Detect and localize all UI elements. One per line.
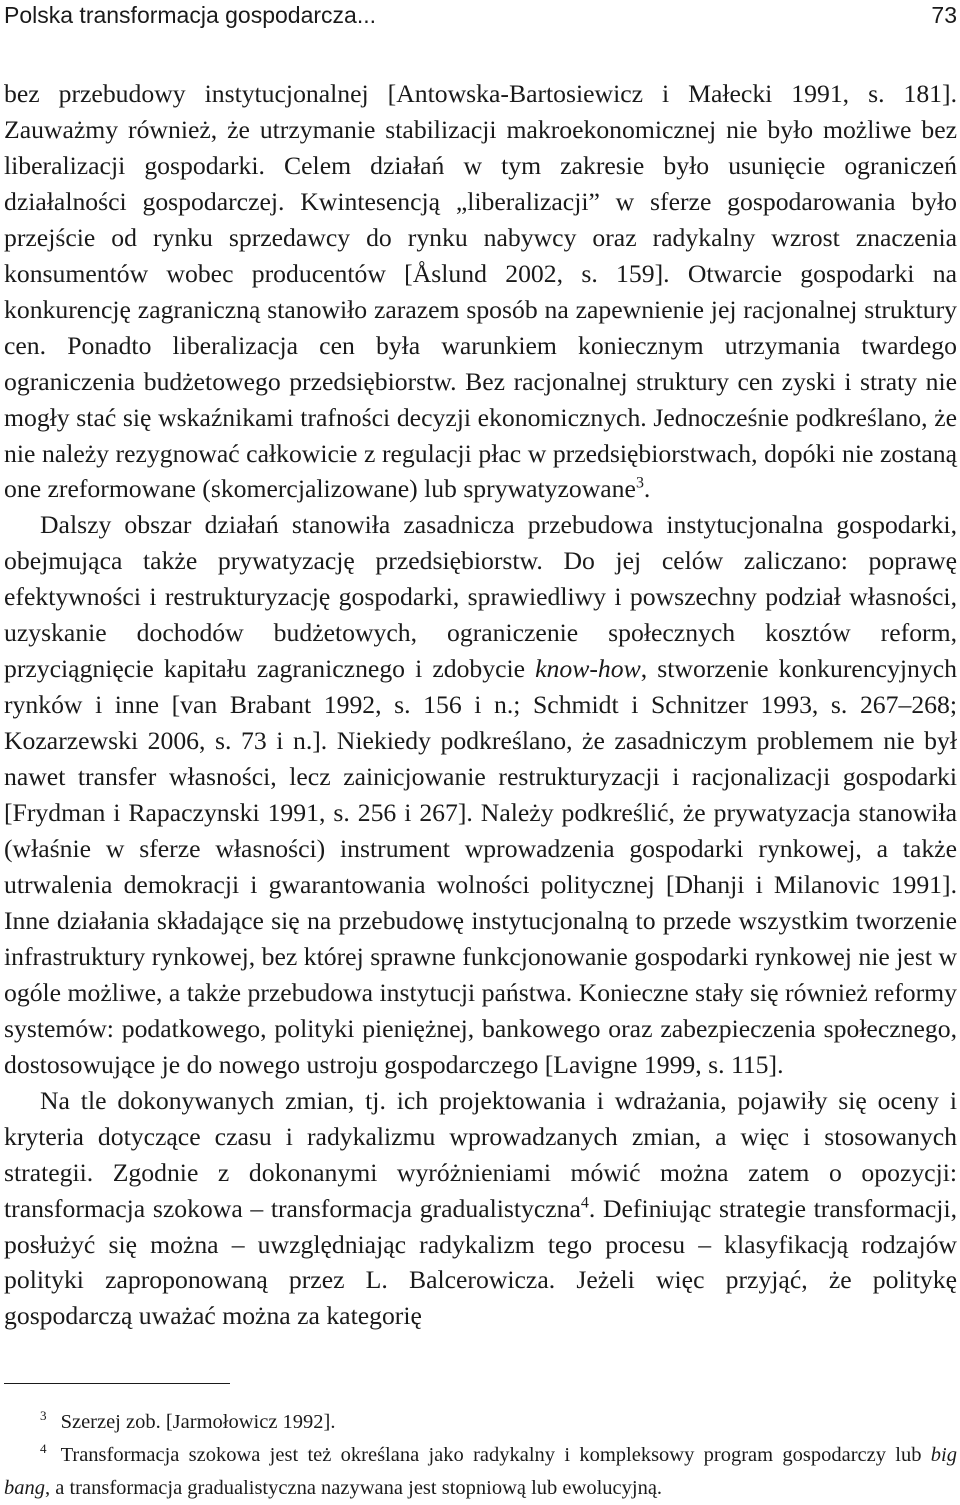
footnote-ref-4[interactable]: 4 — [580, 1193, 589, 1211]
footnote-number: 3 — [40, 1408, 47, 1424]
paragraph-3-text-start: Na tle dokonywanych zmian, tj. ich projektowania i wdrażania, pojawiły się oceny i kryteria dotyczące czasu i radykalizmu wprowadzanych zmian, a więc i stosowanych strategii. Zgodnie z dokonanymi wyróżnieniami mówić można zatem o opozycji: transformacja szokowa – transformacja gradualistyczna — [4, 1085, 957, 1223]
paragraph-2-text-start: Dalszy obszar działań stanowiła zasadnicza przebudowa instytucjonalna gospodarki, obejmująca także prywatyzację przedsiębiorstw. Do jej celów zaliczano: poprawę efektywności i restrukturyzację gospodarki, sprawiedliwy i powszechny podział własności, uzyskanie dochodów budżetowych, ograniczenie społecznych kosztów reform, przyciągnięcie kapitału zagranicznego i zdobycie — [4, 510, 957, 684]
footnote-3 — [4, 1406, 957, 1439]
paragraph-2-italic-term: know-how — [535, 654, 641, 684]
running-header — [4, 2, 957, 32]
footnote-separator — [4, 1383, 230, 1384]
footnote-text: Szerzej zob. [Jarmołowicz 1992]. — [60, 1411, 336, 1433]
paragraph-2 — [4, 507, 957, 1082]
main-text — [4, 76, 957, 1334]
footnote-number: 4 — [40, 1441, 47, 1457]
footnote-ref-3[interactable]: 3 — [635, 474, 644, 492]
footnote-italic-term: big bang — [4, 1444, 957, 1499]
footnote-text-start: Transformacja szokowa jest też określana jako radykalny i kompleksowy program gospodarczy lub — [60, 1444, 931, 1466]
running-title: Polska transformacja gospodarcza... — [4, 2, 377, 28]
paragraph-1-end: . — [643, 474, 651, 504]
footnote-text-end: , a transformacja gradualistyczna nazywana jest stopniową lub ewolucyjną. — [45, 1477, 663, 1499]
paragraph-1-text: bez przebudowy instytucjonalnej [Antowska-Bartosiewicz i Małecki 1991, s. 181]. Zauważmy również, że utrzymanie stabilizacji makroekonomicznej nie było możliwe bez liberalizacji gospodarki. Celem działań w tym zakresie było usunięcie ograniczeń działalności gospodarczej. Kwintesencją „liberalizacji” w sferze gospodarowania było przejście od rynku sprzedawcy do rynku nabywcy oraz radykalny wzrost znaczenia konsumentów wobec producentów [Åslund 2002, s. 159]. Otwarcie gospodarki na konkurencję zagraniczną stanowiło zarazem sposób na zapewnienie jej racjonalnej struktury cen. Ponadto liberalizacja cen była warunkiem koniecznym utrzymania twardego ograniczenia budżetowego przedsiębiorstw. Bez racjonalnej struktury cen zyski i straty nie mogły stać się wskaźnikami trafności decyzji ekonomicznych. Jednocześnie podkreślano, że nie należy rezygnować całkowicie z regulacji płac w przedsiębiorstwach, dopóki nie zostaną one zreformowane (skomercjalizowane) lub sprywatyzowane — [4, 79, 957, 504]
page-number: 73 — [931, 2, 957, 28]
paragraph-3-text-end: . Definiując strategie transformacji, posłużyć się można – uwzględniając radykalizm tego procesu – klasyfikacją rodzajów polityki zaproponowaną przez L. Balcerowicza. Jeżeli więc przyjąć, że politykę gospodarczą uważać można za kategorię — [4, 1193, 958, 1331]
paragraph-3 — [4, 1083, 957, 1335]
footnote-4 — [4, 1439, 957, 1505]
paragraph-1 — [4, 76, 957, 507]
footnotes — [4, 1406, 957, 1505]
paragraph-2-text-end: , stworzenie konkurencyjnych rynków i inne [van Brabant 1992, s. 156 i n.; Schmidt i Schnitzer 1993, s. 267–268; Kozarzewski 2006, s. 73 i n.]. Niekiedy podkreślano, że zasadniczym problemem nie był nawet transfer własności, lecz zainicjowanie restrukturyzacji i racjonalizacji gospodarki [Frydman i Rapaczynski 1991, s. 256 i 267]. Należy podkreślić, że prywatyzacja stanowiła (właśnie w sferze własności) instrument wprowadzenia gospodarki rynkowej, a także utrwalenia demokracji i gwarantowania wolności politycznej [Dhanji i Milanovic 1991]. Inne działania składające się na przebudowę instytucjonalną to przede wszystkim tworzenie infrastruktury rynkowej, bez której sprawne funkcjonowanie gospodarki rynkowej nie jest w ogóle możliwe, a także przebudowa instytucji państwa. Konieczne stały się również reformy systemów: podatkowego, polityki pieniężnej, bankowego oraz zabezpieczenia społecznego, dostosowujące je do nowego ustroju gospodarczego [Lavigne 1999, s. 115]. — [4, 654, 957, 1079]
